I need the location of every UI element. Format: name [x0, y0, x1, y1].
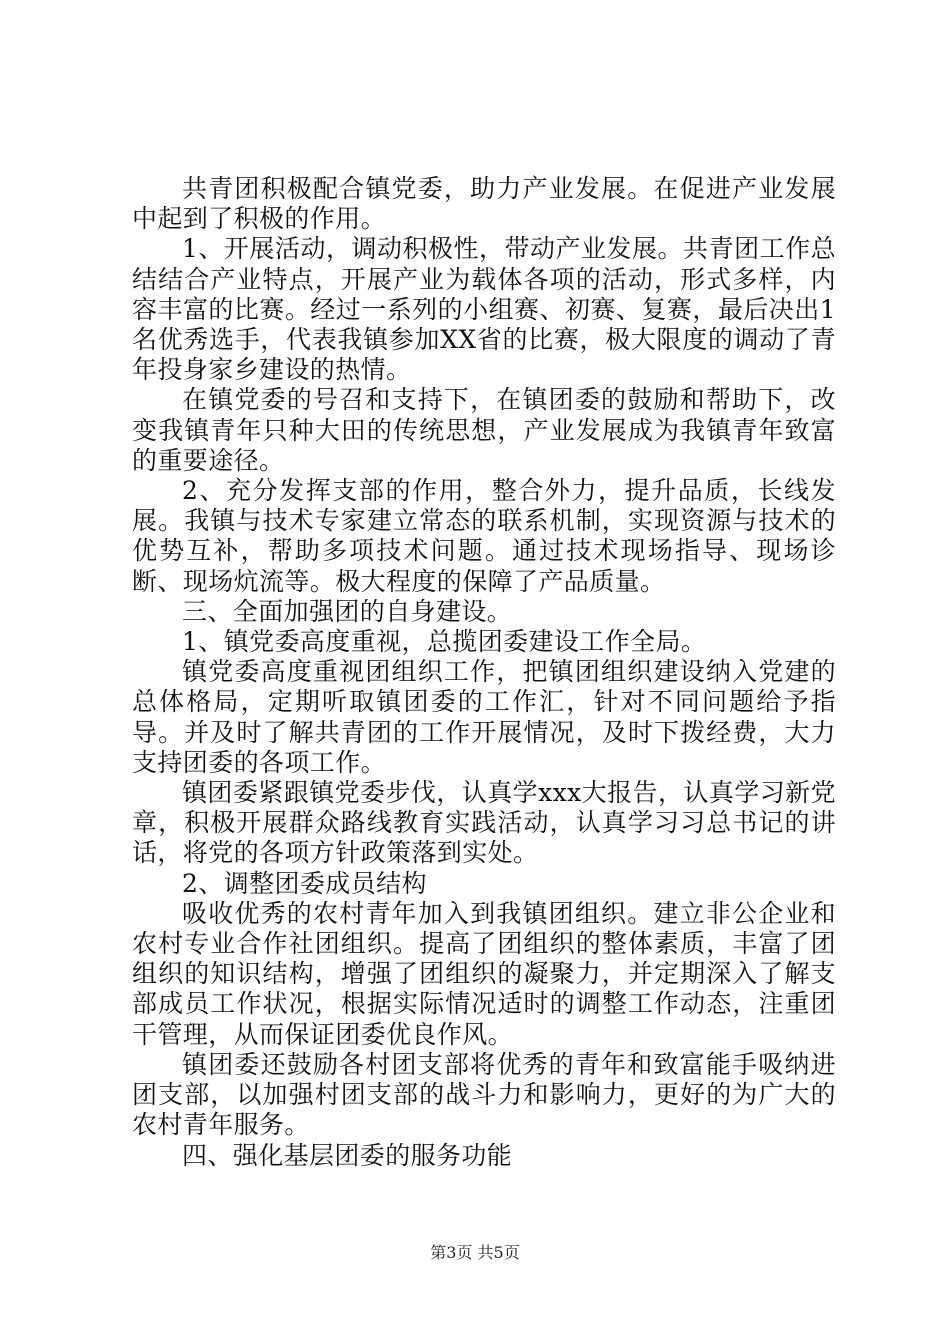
paragraph: 2、充分发挥支部的作用，整合外力，提升品质，长线发展。我镇与技术专家建立常态的联系机制，实现资源与技术的优势互补，帮助多项技术问题。通过技术现场指导、现场诊断、现场炕流等。极大程度的保障了产品质量。: [132, 476, 836, 596]
paragraph: 镇团委还鼓励各村团支部将优秀的青年和致富能手吸纳进团支部，以加强村团支部的战斗力和影响力，更好的为广大的农村青年服务。: [132, 1049, 836, 1140]
paragraph: 在镇党委的号召和支持下，在镇团委的鼓励和帮助下，改变我镇青年只种大田的传统思想，产业发展成为我镇青年致富的重要途径。: [132, 385, 836, 475]
section-heading: 三、全面加强团的自身建设。: [182, 596, 513, 626]
paragraph: 共青团积极配合镇党委，助力产业发展。在促进产业发展中起到了积极的作用。: [132, 174, 836, 234]
paragraph: 吸收优秀的农村青年加入到我镇团组织。建立非公企业和农村专业合作社团组织。提高了团组织的整体素质，丰富了团组织的知识结构，增强了团组织的凝聚力，并定期深入了解支部成员工作状况，根据实际情况适时的调整工作动态，注重团干管理，从而保证团委优良作风。: [132, 898, 836, 1049]
document-body: [132, 174, 836, 1171]
paragraph: 镇团委紧跟镇党委步伐，认真学xxx大报告，认真学习新党章，积极开展群众路线教育实践活动，认真学习习总书记的讲话，将党的各项方针政策落到实处。: [132, 778, 836, 868]
paragraph: 镇党委高度重视团组织工作，把镇团组织建设纳入党建的总体格局，定期听取镇团委的工作汇，针对不同问题给予指导。并及时了解共青团的工作开展情况，及时下拨经费，大力支持团委的各项工作。: [132, 657, 836, 777]
paragraph: 1、开展活动，调动积极性，带动产业发展。共青团工作总结结合产业特点，开展产业为载体各项的活动，形式多样，内容丰富的比赛。经过一系列的小组赛、初赛、复赛，最后决出1名优秀选手，代表我镇参加XX省的比赛，极大限度的调动了青年投身家乡建设的热情。: [132, 234, 836, 385]
subsection-heading: 1、镇党委高度重视，总揽团委建设工作全局。: [182, 627, 707, 657]
section-heading: 四、强化基层团委的服务功能: [182, 1140, 513, 1170]
subsection-heading: 2、调整团委成员结构: [182, 868, 427, 898]
page-number-footer: 第3页 共5页: [430, 1243, 520, 1262]
